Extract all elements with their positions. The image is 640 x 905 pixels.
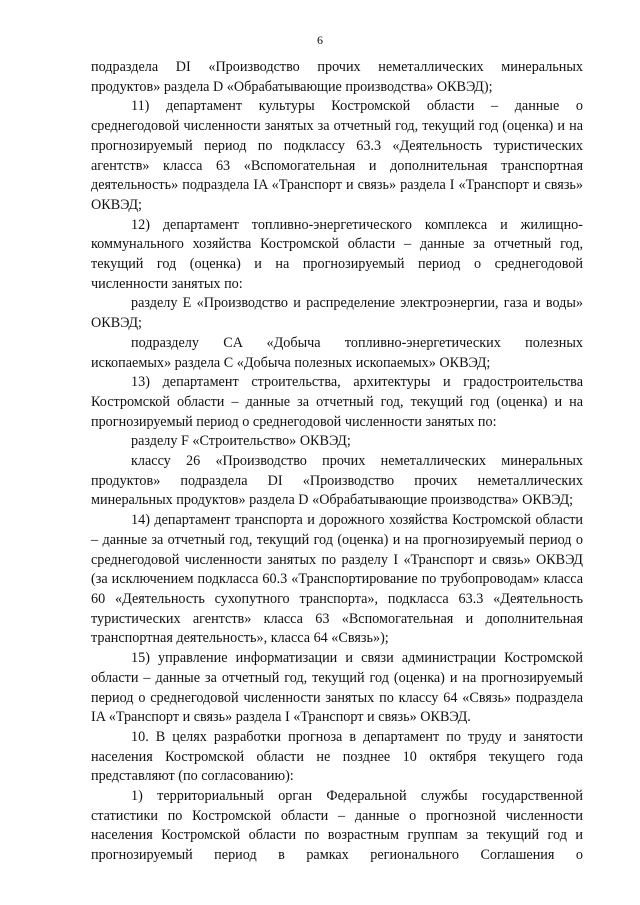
paragraph-item-15: 15) управление информатизации и связи администрации Костромской области – данные за отчетный год, текущий год (оценка) и на прогнозируемый период о среднегодовой численности занятых по классу 64 «Связь» подраздела IA «Транспорт и связь» раздела I «Транспорт и связь» ОКВЭД. [91,650,583,726]
paragraph-section-10-item-1: 1) территориальный орган Федеральной службы государственной статистики по Костромской области – данные о прогнозной численности населения Костромской области по возрастным группам за текущий год и прогнозируемый период в рамках регионального Соглашения о [91,788,583,864]
paragraph-item-12-subsection-ca: подразделу CA «Добыча топливно-энергетических полезных ископаемых» раздела C «Добыча полезных ископаемых» ОКВЭД; [91,334,583,371]
paragraph-item-12-section-e: разделу E «Производство и распределение электроэнергии, газа и воды» ОКВЭД; [91,295,583,332]
paragraph-item-13-section-f: разделу F «Строительство» ОКВЭД; [131,433,351,450]
paragraph-item-13-class-26: классу 26 «Производство прочих неметаллических минеральных продуктов» подраздела DI «Производство прочих неметаллических минеральных продуктов» раздела D «Обрабатывающие производства» ОКВЭД; [91,453,583,509]
paragraph-item-14: 14) департамент транспорта и дорожного хозяйства Костромской области – данные за отчетный год, текущий год (оценка) и на прогнозируемый период о среднегодовой численности занятых по разделу I «Транспорт и связь» ОКВЭД (за исключением подкласса 60.3 «Транспортирование по трубопроводам» класса 60 «Деятельность сухопутного транспорта», подкласса 63.3 «Деятельность туристических агентств» класса 63 «Вспомогательная и дополнительная транспортная деятельность», класса 64 «Связь»); [91,512,583,647]
paragraph-item-12: 12) департамент топливно-энергетического комплекса и жилищно-коммунального хозяйства Костромской области – данные за отчетный год, текущий год (оценка) и на прогнозируемый период о среднегодовой численности занятых по: [91,216,583,292]
document-body [91,58,583,866]
paragraph-item-13: 13) департамент строительства, архитектуры и градостроительства Костромской области – данные за отчетный год, текущий год (оценка) и на прогнозируемый период о среднегодовой численности занятых по: [91,374,583,430]
paragraph-item-11: 11) департамент культуры Костромской области – данные о среднегодовой численности занятых за отчетный год, текущий год (оценка) и на прогнозируемый период по подклассу 63.3 «Деятельность туристических агентств» класса 63 «Вспомогательная и дополнительная транспортная деятельность» подраздела IA «Транспорт и связь» раздела I «Транспорт и связь» ОКВЭД; [91,98,583,213]
paragraph-continuation: подраздела DI «Производство прочих неметаллических минеральных продуктов» раздела D «Обрабатывающие производства» ОКВЭД); [91,59,583,95]
page-number: 6 [317,33,323,47]
paragraph-section-10: 10. В целях разработки прогноза в департамент по труду и занятости населения Костромской области не позднее 10 октября текущего года представляют (по согласованию): [91,728,583,785]
